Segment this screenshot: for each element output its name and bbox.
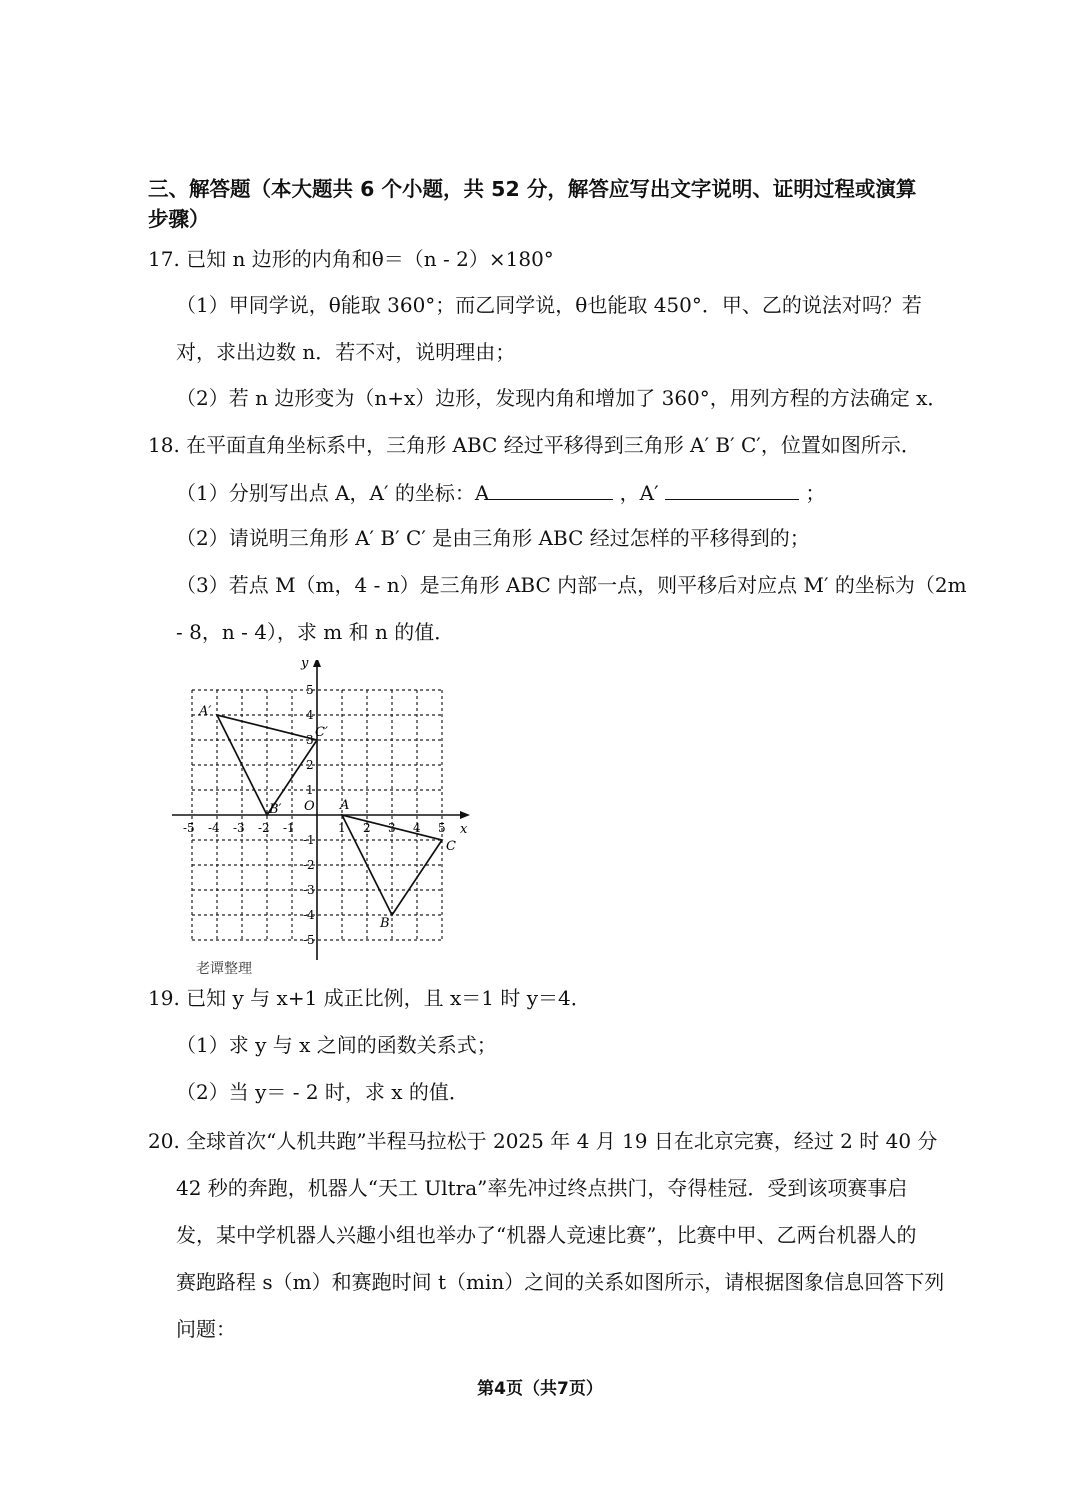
q18-part3-line2: - 8，n - 4），求 m 和 n 的值． [176,620,455,644]
x-tick-label: 2 [363,821,371,835]
q19-stem: 19. 已知 y 与 x+1 成正比例，且 x＝1 时 y＝4． [148,986,591,1010]
vertex-label: B′ [269,802,282,817]
x-tick-label: -1 [283,821,295,835]
q20-line2: 42 秒的奔跑，机器人“天工 Ultra”率先冲过终点拱门，夺得桂冠．受到该项赛事启 [176,1176,908,1200]
y-tick-label: 2 [306,758,314,772]
x-tick-label: 4 [413,821,421,835]
y-tick-label: -5 [303,933,315,947]
vertex-label: A′ [199,704,212,719]
origin-label: O [304,799,315,814]
q18-part3-line1: （3）若点 M（m，4 - n）是三角形 ABC 内部一点，则平移后对应点 M′ 的坐标为（2m [176,573,967,597]
q18-part1 [176,477,825,507]
q20-line1: 20. 全球首次“人机共跑”半程马拉松于 2025 年 4 月 19 日在北京完赛，经过 2 时 40 分 [148,1129,938,1153]
y-tick-label: 1 [306,783,314,797]
page-footer: 第4页（共7页） [477,1379,603,1399]
vertex-label: B [380,916,390,931]
y-tick-label: -4 [303,908,315,922]
vertex-label: A [340,798,350,813]
section-title-line1: 三、解答题（本大题共 6 个小题，共 52 分，解答应写出文字说明、证明过程或演算 [148,177,917,201]
y-tick-label: -3 [303,883,315,897]
x-tick-label: 3 [388,821,396,835]
y-tick-label: -1 [303,833,315,847]
y-axis-label: y [301,660,309,671]
y-tick-label: 5 [306,683,314,697]
q17-part1-line2: 对，求出边数 n．若不对，说明理由； [176,340,516,364]
q18-stem: 18. 在平面直角坐标系中，三角形 ABC 经过平移得到三角形 A′ B′ C′，位置如图所示． [148,433,921,457]
x-tick-label: 5 [438,821,446,835]
q18-part1-text-b: ，A′ [619,481,659,505]
section-title-line2: 步骤） [148,207,210,231]
q17-part2: （2）若 n 边形变为（n+x）边形，发现内角和增加了 360°，用列方程的方法确定 x． [176,386,948,410]
x-tick-label: -4 [208,821,220,835]
x-tick-label: 1 [338,821,346,835]
q18-part2: （2）请说明三角形 A′ B′ C′ 是由三角形 ABC 经过怎样的平移得到的； [176,526,810,550]
q18-part1-text-a: （1）分别写出点 A，A′ 的坐标：A [176,481,490,505]
x-tick-label: -2 [258,821,270,835]
y-tick-label: 4 [306,708,314,722]
x-axis-label: x [460,822,468,837]
q20-line4: 赛跑路程 s（m）和赛跑时间 t（min）之间的关系如图所示，请根据图象信息回答下列 [176,1270,945,1294]
q17-stem: 17. 已知 n 边形的内角和θ＝（n - 2）×180° [148,247,554,271]
watermark-text: 老谭整理 [196,961,252,977]
x-tick-label: -5 [183,821,195,835]
y-axis-arrow [313,660,321,667]
answer-blank-a-prime[interactable] [665,477,799,500]
vertex-label: C′ [315,725,328,740]
y-tick-label: 3 [306,733,314,747]
q20-line5: 问题： [176,1317,236,1341]
q19-part2: （2）当 y＝ - 2 时，求 x 的值． [176,1080,469,1104]
q20-line3: 发，某中学机器人兴趣小组也举办了“机器人竞速比赛”，比赛中甲、乙两台机器人的 [176,1223,917,1247]
q19-part1: （1）求 y 与 x 之间的函数关系式； [176,1033,497,1057]
tick-labels [183,660,468,947]
answer-blank-a[interactable] [489,477,613,500]
coordinate-plane-figure [172,660,472,960]
q17-part1-line1: （1）甲同学说，θ能取 360°；而乙同学说，θ也能取 450°．甲、乙的说法对吗？若 [176,293,922,317]
x-axis-arrow [460,811,470,819]
x-tick-label: -3 [233,821,245,835]
y-tick-label: -2 [303,858,315,872]
vertex-label: C [446,839,456,854]
q18-part1-text-c: ； [805,481,826,505]
